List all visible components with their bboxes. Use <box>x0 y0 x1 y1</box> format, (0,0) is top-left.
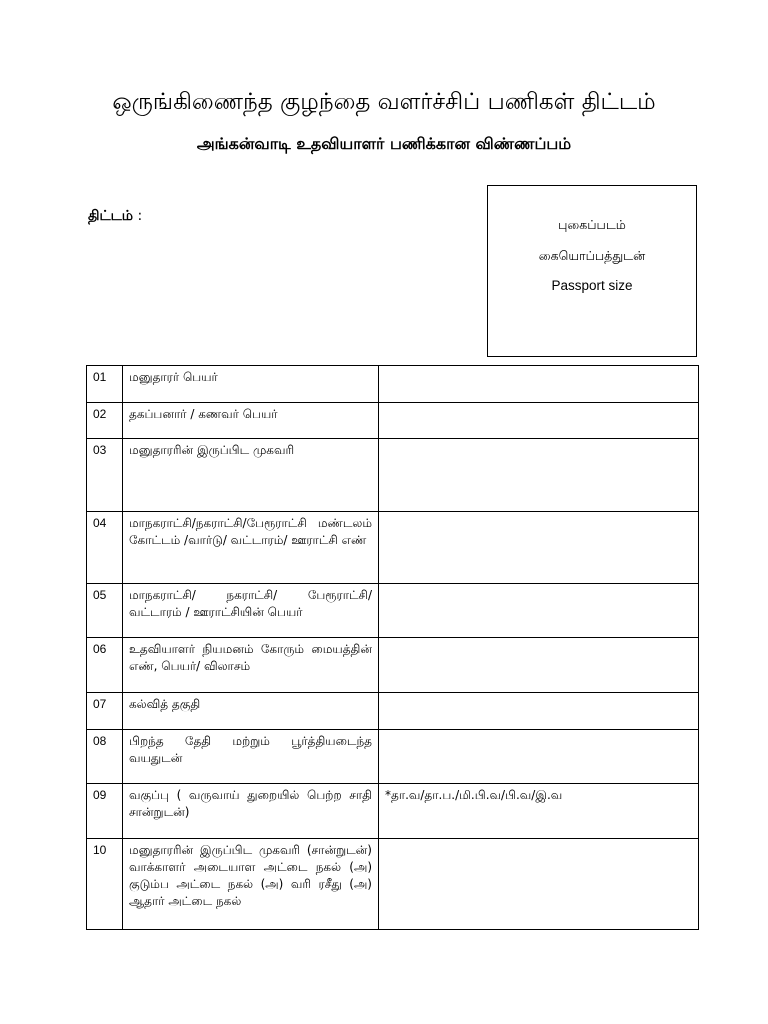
row-label: கல்வித் தகுதி <box>123 693 379 730</box>
row-value-field[interactable] <box>379 403 699 439</box>
row-value-field[interactable] <box>379 638 699 693</box>
row-number: 04 <box>87 512 123 584</box>
page-subtitle: அங்கன்வாடி உதவியாளர் பணிக்கான விண்ணப்பம் <box>196 134 572 153</box>
row-number: 08 <box>87 730 123 784</box>
table-row <box>87 403 699 439</box>
row-label: மனுதாரரின் இருப்பிட முகவரி (சான்றுடன்) வாக்காளர் அடையாள அட்டை நகல் (அ) குடும்ப அட்டை நகல் (அ) வரி ரசீது (அ) ஆதார் அட்டை நகல் <box>123 839 379 930</box>
row-value-field[interactable]: *தா.வ/தா.ப./மி.பி.வ/பி.வ/இ.வ <box>379 784 699 839</box>
table-row <box>87 439 699 512</box>
photo-label: புகைப்படம் <box>558 217 626 232</box>
row-number: 03 <box>87 439 123 512</box>
application-form-table <box>86 365 699 930</box>
photo-signature-label: கையொப்பத்துடன் <box>538 248 646 263</box>
scheme-field <box>88 206 142 226</box>
row-number: 09 <box>87 784 123 839</box>
table-row <box>87 638 699 693</box>
row-number: 07 <box>87 693 123 730</box>
scheme-label: திட்டம் <box>88 208 134 224</box>
page-title: ஒருங்கிணைந்த குழந்தை வளர்ச்சிப் பணிகள் திட்டம் <box>112 89 656 115</box>
table-row <box>87 839 699 930</box>
row-label: உதவியாளர் நியமனம் கோரும் மையத்தின் எண், பெயர்/ விலாசம் <box>123 638 379 693</box>
row-value-field[interactable] <box>379 512 699 584</box>
row-label: தகப்பனார் / கணவர் பெயர் <box>123 403 379 439</box>
table-row <box>87 584 699 638</box>
row-number: 05 <box>87 584 123 638</box>
photo-box <box>487 185 697 357</box>
row-label: மனுதாரரின் இருப்பிட முகவரி <box>123 439 379 512</box>
row-value-field[interactable] <box>379 366 699 403</box>
table-row <box>87 784 699 839</box>
row-label: வகுப்பு ( வருவாய் துறையில் பெற்ற சாதி சான்றுடன்) <box>123 784 379 839</box>
row-value-field[interactable] <box>379 584 699 638</box>
row-value-field[interactable] <box>379 730 699 784</box>
row-number: 06 <box>87 638 123 693</box>
table-row <box>87 693 699 730</box>
scheme-separator: : <box>133 208 143 224</box>
row-label: பிறந்த தேதி மற்றும் பூர்த்தியடைந்த வயதுடன் <box>123 730 379 784</box>
table-row <box>87 730 699 784</box>
photo-size-label: Passport size <box>551 278 633 293</box>
table-row <box>87 512 699 584</box>
row-number: 01 <box>87 366 123 403</box>
row-label: மனுதாரர் பெயர் <box>123 366 379 403</box>
row-label: மாநகராட்சி/நகராட்சி/பேரூராட்சி மண்டலம் கோட்டம் /வார்டு/ வட்டாரம்/ ஊராட்சி எண் <box>123 512 379 584</box>
table-row <box>87 366 699 403</box>
row-value-field[interactable] <box>379 693 699 730</box>
row-value-field[interactable] <box>379 439 699 512</box>
row-number: 10 <box>87 839 123 930</box>
row-label: மாநகராட்சி/ நகராட்சி/ பேரூராட்சி/ வட்டாரம் / ஊராட்சியின் பெயர் <box>123 584 379 638</box>
row-number: 02 <box>87 403 123 439</box>
row-value-field[interactable] <box>379 839 699 930</box>
